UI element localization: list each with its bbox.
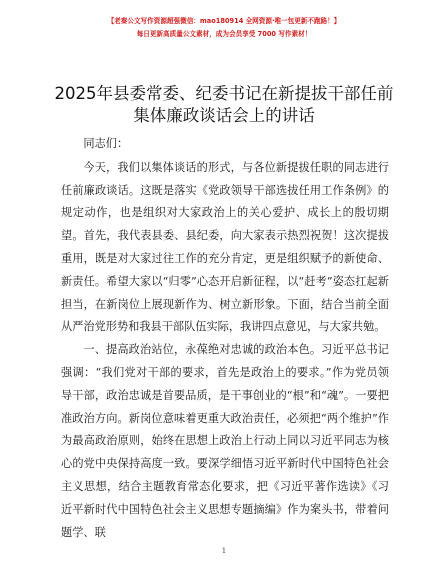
document-title (36, 83, 412, 127)
promo-banner (0, 16, 448, 40)
document-body (61, 133, 389, 544)
document-title-line-2: 集体廉政谈话会上的讲话 (133, 106, 315, 125)
salutation: 同志们： (83, 137, 129, 150)
promo-banner-line-1: 【老秦公文写作资源超强微信：mao180914 全网资源·唯一包更新不跑路！】 (107, 17, 341, 25)
promo-banner-line-2: 每日更新高质量公文素材，成为会员享受 7000 写作素材！ (136, 30, 312, 38)
document-title-line-1: 2025年县委常委、纪委书记在新提拔干部任前 (54, 84, 394, 103)
body-paragraph: 今天，我们以集体谈话的形式，与各位新提拔任职的同志进行任前廉政谈话。这既是落实《党政领导干部选拔任用工作条例》的规定动作，也是组织对大家政治上的关心爱护、成长上的殷切期望。首先，我代表县委、县纪委，向大家表示热烈祝贺！这次提拔重用，既是对大家过往工作的充分肯定，更是组织赋予的新使命、新责任。希望大家以“归零”心态开启新征程，以“赶考”姿态扛起新担当，在新岗位上展现新作为、树立新形象。下面，结合当前全面从严治党形势和我县干部队伍实际，我讲四点意见，与大家共勉。 (61, 160, 389, 334)
body-paragraph: 一、提高政治站位，永葆绝对忠诚的政治本色。习近平总书记强调：“我们党对干部的要求，首先是政治上的要求。”作为党员领导干部，政治忠诚是首要品质，是干事创业的“根”和“魂”。一要把准政治方向。新岗位意味着更重大政治责任，必须把“两个维护”作为最高政治原则，始终在思想上政治上行动上同以习近平同志为核心的党中央保持高度一致。要深学细悟习近平新时代中国特色社会主义思想，结合主题教育常态化要求，把《习近平著作选读》《习近平新时代中国特色社会主义思想专题摘编》作为案头书，带着问题学、联 (61, 343, 389, 539)
page-number: 1 (221, 547, 227, 555)
